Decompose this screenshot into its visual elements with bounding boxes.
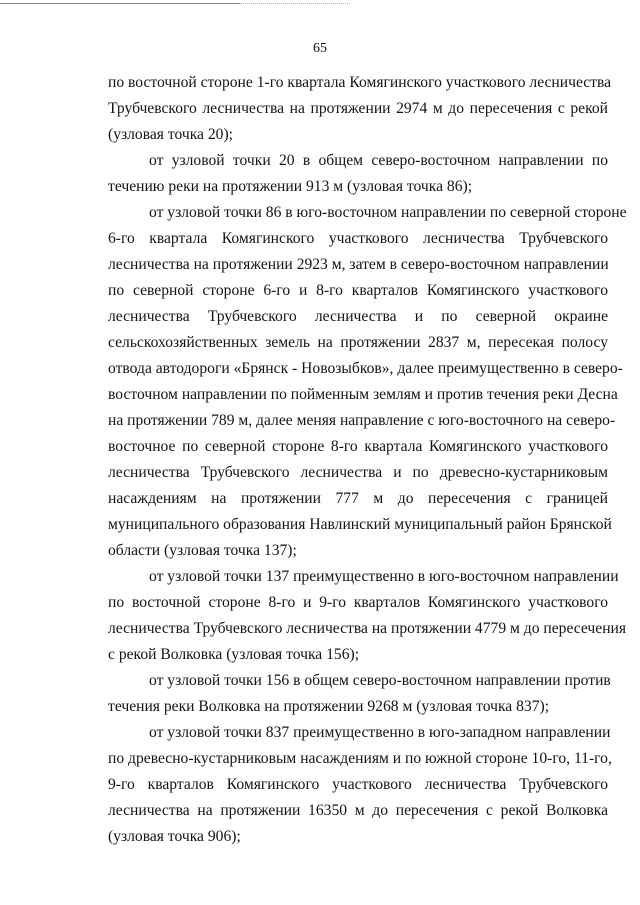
text-line: восточном направлении по пойменным землям и против течения реки Десна [108,386,618,403]
text-line: по восточной стороне 8-го и 9-го кварталов Комягинского участкового [108,594,608,611]
text-line: отвода автодороги «Брянск - Новозыбков», далее преимущественно в северо- [108,360,623,377]
text-line: области (узловая точка 137); [108,542,297,559]
text-line: (узловая точка 906); [108,828,241,845]
text-line: от узловой точки 837 преимущественно в юго-западном направлении [149,724,611,741]
text-line: от узловой точки 86 в юго-восточном направлении по северной стороне [149,204,627,221]
text-line: сельскохозяйственных земель на протяжении 2837 м, пересекая полосу [108,334,608,351]
text-line: насаждениям на протяжении 777 м до пересечения с границей [108,490,608,507]
text-line: течения реки Волковка на протяжении 9268 м (узловая точка 837); [108,698,550,715]
text-line: восточное по северной стороне 8-го квартала Комягинского участкового [108,438,608,455]
paragraph [108,70,612,148]
paragraph [108,564,627,668]
document-body [108,70,627,850]
text-line: лесничества Трубчевского лесничества и по древесно-кустарниковым [108,464,608,481]
text-line: по восточной стороне 1-го квартала Комягинского участкового лесничества [108,74,612,91]
text-line: лесничества Трубчевского лесничества и по северной окраине [108,308,608,325]
text-line: по древесно-кустарниковым насаждениям и по южной стороне 10-го, 11-го, [108,750,612,767]
text-line: от узловой точки 20 в общем северо-восточном направлении по [149,152,608,169]
text-line: лесничества Трубчевского лесничества на протяжении 4779 м до пересечения [108,620,627,637]
top-rule-dotted [240,3,350,5]
text-line: течению реки на протяжении 913 м (узловая точка 86); [108,178,473,195]
paragraph [108,668,611,720]
text-line: 9-го кварталов Комягинского участкового лесничества Трубчевского [108,776,608,793]
text-line: на протяжении 789 м, далее меняя направление с юго-восточного на северо- [108,412,616,429]
text-line: от узловой точки 137 преимущественно в юго-восточном направлении [149,568,619,585]
text-line: по северной стороне 6-го и 8-го кварталов Комягинского участкового [108,282,608,299]
top-rule [0,3,240,4]
text-line: с рекой Волковка (узловая точка 156); [108,646,360,663]
text-line: лесничества на протяжении 16350 м до пересечения с рекой Волковка [108,802,608,819]
text-line: 6-го квартала Комягинского участкового лесничества Трубчевского [108,230,608,247]
paragraph [108,720,612,850]
text-line: Трубчевского лесничества на протяжении 2974 м до пересечения с рекой [108,100,608,117]
text-line: муниципального образования Навлинский муниципальный район Брянской [108,516,612,533]
paragraph [108,200,627,564]
text-line: лесничества на протяжении 2923 м, затем в северо-восточном направлении [108,256,609,273]
page-number: 65 [313,41,327,56]
text-line: (узловая точка 20); [108,126,234,143]
text-line: от узловой точки 156 в общем северо-восточном направлении против [149,672,611,689]
paragraph [108,148,608,200]
